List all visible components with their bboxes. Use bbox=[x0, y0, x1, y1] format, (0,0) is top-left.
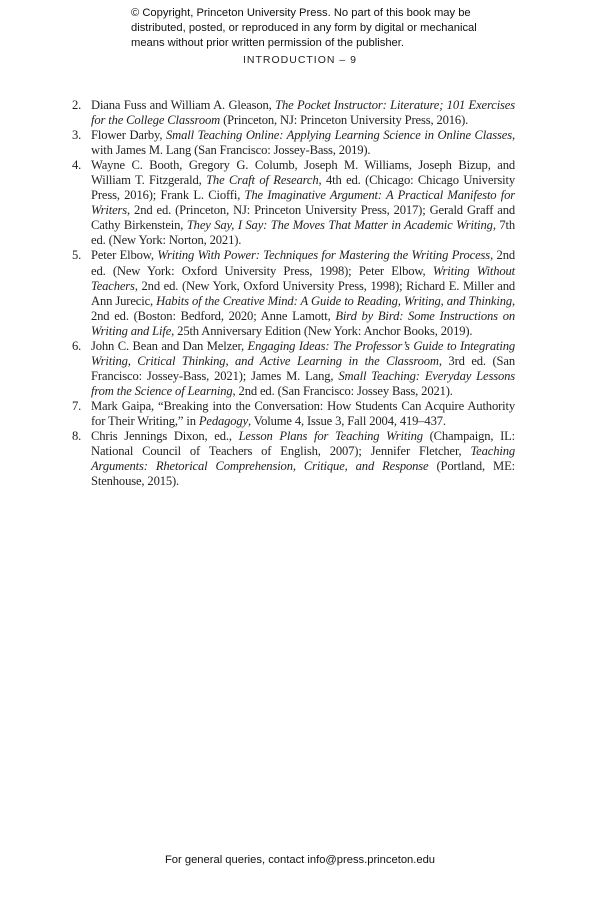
work-title: The Pocket Instructor: Literature; 101 Exercises for the College Classroom bbox=[91, 98, 515, 128]
citation-text: , Volume 4, Issue 3, Fall 2004, 419–437. bbox=[248, 413, 446, 428]
citation-text: (Princeton, NJ: Princeton University Press, 2016). bbox=[220, 113, 469, 128]
endnote-number: 8. bbox=[72, 429, 82, 444]
citation-text: , 2nd ed. (Princeton, NJ: Princeton University Press, 2017); Gerald Graff and Cathy Birkenstein, bbox=[91, 203, 515, 233]
citation-text: , 4th ed. (Chicago: Chicago University Press, 2016); Frank L. Cioffi, bbox=[91, 173, 515, 203]
endnote-number: 3. bbox=[72, 128, 82, 143]
running-head: INTRODUCTION – 9 bbox=[242, 54, 357, 66]
citation-text: Mark Gaipa, “Breaking into the Conversation: How Students Can Acquire Authority for Their Writing,” in bbox=[91, 398, 515, 428]
work-title: Lesson Plans for Teaching Writing bbox=[238, 429, 423, 444]
citation-text: , 2nd ed. (Boston: Bedford, 2020; Anne Lamott, bbox=[91, 293, 515, 323]
endnote-number: 2. bbox=[72, 98, 82, 112]
copyright-notice: © Copyright, Princeton University Press. No part of this book may be distributed, posted, or reproduced in any form by digital or mechanical means without prior written permission of the publisher. bbox=[131, 7, 477, 49]
work-title: Bird by Bird: Some Instructions on Writing and Life bbox=[91, 308, 515, 338]
citation-text: , 7th ed. (New York: Norton, 2021). bbox=[91, 218, 516, 248]
work-title: Habits of the Creative Mind: A Guide to Reading, Writing, and Thinking bbox=[156, 293, 512, 308]
work-title: Writing Without Teachers bbox=[91, 263, 515, 293]
endnote bbox=[72, 429, 515, 489]
work-title: The Craft of Research bbox=[206, 173, 319, 188]
work-title: Small Teaching Online: Applying Learning Science in Online Classes bbox=[166, 128, 512, 143]
endnote-number: 5. bbox=[72, 248, 82, 263]
citation-text: Chris Jennings Dixon, ed., bbox=[91, 429, 239, 444]
citation-text: , 2nd ed. (San Francisco: Jossey Bass, 2021). bbox=[232, 383, 453, 398]
citation-text: Diana Fuss and William A. Gleason, bbox=[91, 98, 276, 112]
footer-contact: For general queries, contact info@press.princeton.edu bbox=[164, 854, 436, 866]
work-title: They Say, I Say: The Moves That Matter in Academic Writing bbox=[186, 218, 493, 233]
endnote-number: 7. bbox=[72, 398, 82, 413]
work-title: The Imaginative Argument: A Practical Manifesto for Writers bbox=[91, 188, 515, 218]
endnote-text bbox=[91, 429, 515, 489]
endnote bbox=[72, 158, 515, 248]
endnotes-list bbox=[72, 98, 515, 489]
citation-text: John C. Bean and Dan Melzer, bbox=[91, 338, 248, 353]
citation-text: , 25th Anniversary Edition (New York: Anchor Books, 2019). bbox=[171, 323, 473, 338]
work-title: Teaching Arguments: Rhetorical Comprehension, Critique, and Response bbox=[91, 444, 515, 474]
endnote bbox=[72, 248, 515, 338]
endnote bbox=[72, 128, 515, 158]
citation-text: , 2nd ed. (New York, Oxford University Press, 1998); Richard E. Miller and Ann Jurecic, bbox=[91, 278, 515, 308]
work-title: Small Teaching: Everyday Lessons from the Science of Learning bbox=[91, 368, 515, 398]
endnote-text bbox=[91, 248, 515, 338]
endnote-text bbox=[91, 158, 515, 248]
citation-text: Peter Elbow, bbox=[91, 248, 158, 263]
endnote bbox=[72, 98, 515, 128]
work-title: Writing With Power: Techniques for Mastering the Writing Process bbox=[157, 248, 491, 263]
endnote bbox=[72, 399, 515, 429]
work-title: Pedagogy bbox=[198, 413, 249, 428]
work-title: Engaging Ideas: The Professor’s Guide to Integrating Writing, Critical Thinking, and Active Learning in the Classroom bbox=[91, 338, 515, 368]
citation-text: (Champaign, IL: National Council of Teachers of English, 2007); Jennifer Fletcher, bbox=[91, 429, 516, 459]
citation-text: , 2nd ed. (New York: Oxford University Press, 1998); Peter Elbow, bbox=[91, 248, 515, 278]
citation-text: (Portland, ME: Stenhouse, 2015). bbox=[91, 459, 515, 489]
citation-text: Wayne C. Booth, Gregory G. Columb, Joseph M. Williams, Joseph Bizup, and William T. Fitzgerald, bbox=[91, 158, 515, 188]
endnote bbox=[72, 339, 515, 399]
citation-text: , 3rd ed. (San Francisco: Jossey-Bass, 2021); James M. Lang, bbox=[91, 353, 515, 383]
endnote-text bbox=[91, 98, 515, 128]
endnote-text bbox=[91, 128, 515, 158]
endnote-text bbox=[91, 339, 515, 399]
endnote-text bbox=[91, 399, 515, 429]
citation-text: Flower Darby, bbox=[91, 128, 167, 143]
endnote-number: 6. bbox=[72, 338, 82, 353]
endnote-number: 4. bbox=[72, 158, 82, 173]
citation-text: , with James M. Lang (San Francisco: Jossey-Bass, 2019). bbox=[91, 128, 515, 158]
